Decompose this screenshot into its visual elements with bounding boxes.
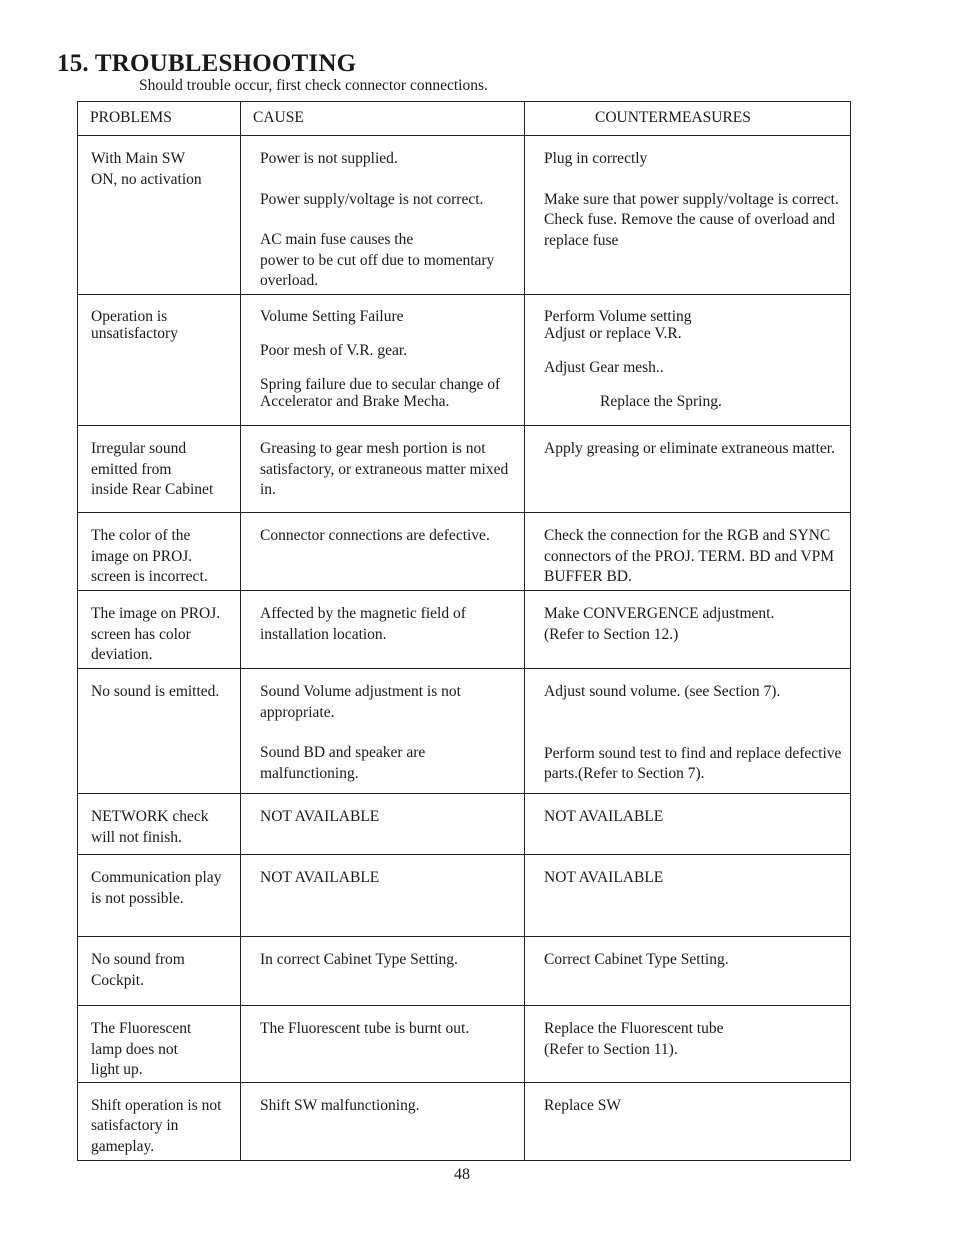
column-header-problems: PROBLEMS: [78, 102, 241, 136]
problem-cell: Communication play is not possible.: [91, 869, 222, 907]
table-row: [78, 794, 851, 855]
measure-text: Make CONVERGENCE adjustment. (Refer to Section 12.): [544, 605, 775, 643]
table-row: [78, 136, 851, 295]
measure-text: Perform sound test to find and replace defective parts.(Refer to Section 7).: [544, 744, 842, 782]
measure-text: Replace the Spring.: [600, 393, 722, 410]
measure-text: Check the connection for the RGB and SYNC connectors of the PROJ. TERM. BD and VPM BUFFER BD.: [544, 527, 835, 585]
table-row: [78, 855, 851, 937]
measure-text: Apply greasing or eliminate extraneous matter.: [544, 440, 835, 457]
column-header-cause: CAUSE: [241, 102, 525, 136]
cause-text: Spring failure due to secular change of Accelerator and Brake Mecha.: [260, 376, 501, 410]
cause-text: Power supply/voltage is not correct.: [260, 190, 484, 208]
problem-cell: Irregular sound emitted from inside Rear Cabinet: [91, 440, 214, 498]
measure-text: Make sure that power supply/voltage is correct.: [544, 190, 839, 208]
cause-text: Connector connections are defective.: [260, 527, 490, 544]
measure-text: Replace SW: [544, 1096, 622, 1114]
cause-text: Volume Setting Failure: [260, 308, 404, 325]
cause-text: Greasing to gear mesh portion is not satisfactory, or extraneous matter mixed in.: [260, 440, 509, 498]
problem-cell: The color of the image on PROJ. screen is incorrect.: [91, 527, 208, 585]
measure-text: Check fuse. Remove the cause of overload and replace fuse: [544, 211, 835, 249]
column-header-countermeasures: COUNTERMEASURES: [525, 102, 851, 136]
table-row: [78, 1006, 851, 1083]
table-row: [78, 669, 851, 794]
cause-text: In correct Cabinet Type Setting.: [260, 951, 458, 968]
page-title: 15. TROUBLESHOOTING: [57, 50, 357, 77]
problem-cell: No sound from Cockpit.: [91, 951, 185, 989]
problem-cell: Operation is unsatisfactory: [91, 308, 178, 342]
table-row: [78, 295, 851, 426]
measure-text: Adjust sound volume. (see Section 7).: [544, 683, 781, 700]
page-subtitle: Should trouble occur, first check connector connections.: [139, 77, 488, 94]
cause-text: Power is not supplied.: [260, 150, 398, 167]
cause-text: Sound BD and speaker are malfunctioning.: [260, 744, 426, 782]
cause-text: The Fluorescent tube is burnt out.: [260, 1020, 470, 1037]
table-row: [78, 1082, 851, 1160]
page-number: 48: [454, 1166, 470, 1183]
cause-text: NOT AVAILABLE: [260, 808, 380, 825]
problem-cell: The Fluorescent lamp does not light up.: [91, 1020, 192, 1078]
measure-text: NOT AVAILABLE: [544, 869, 664, 886]
cause-text: AC main fuse causes the power to be cut off due to momentary overload.: [260, 231, 495, 289]
measure-text: Correct Cabinet Type Setting.: [544, 951, 729, 968]
problem-cell: NETWORK check will not finish.: [91, 808, 209, 846]
cause-text: Sound Volume adjustment is not appropriate.: [260, 683, 461, 721]
measure-text: Plug in correctly: [544, 150, 648, 167]
problem-cell: Shift operation is not satisfactory in gameplay.: [91, 1096, 222, 1155]
measure-text: NOT AVAILABLE: [544, 808, 664, 825]
cause-text: Shift SW malfunctioning.: [260, 1096, 420, 1114]
table-row: [78, 937, 851, 1006]
cause-text: Affected by the magnetic field of installation location.: [260, 605, 466, 643]
problem-cell: With Main SW ON, no activation: [91, 150, 202, 188]
troubleshooting-table: [77, 101, 851, 1161]
table-row: [78, 513, 851, 591]
measure-text: Adjust Gear mesh..: [544, 359, 664, 376]
measure-text: Perform Volume setting Adjust or replace V.R.: [544, 308, 692, 342]
table-row: [78, 426, 851, 513]
table-header-row: [78, 102, 851, 136]
problem-cell: No sound is emitted.: [91, 683, 220, 700]
cause-text: NOT AVAILABLE: [260, 869, 380, 886]
problem-cell: The image on PROJ. screen has color deviation.: [91, 605, 221, 663]
table-row: [78, 591, 851, 669]
measure-text: Replace the Fluorescent tube (Refer to Section 11).: [544, 1020, 724, 1058]
cause-text: Poor mesh of V.R. gear.: [260, 342, 408, 359]
